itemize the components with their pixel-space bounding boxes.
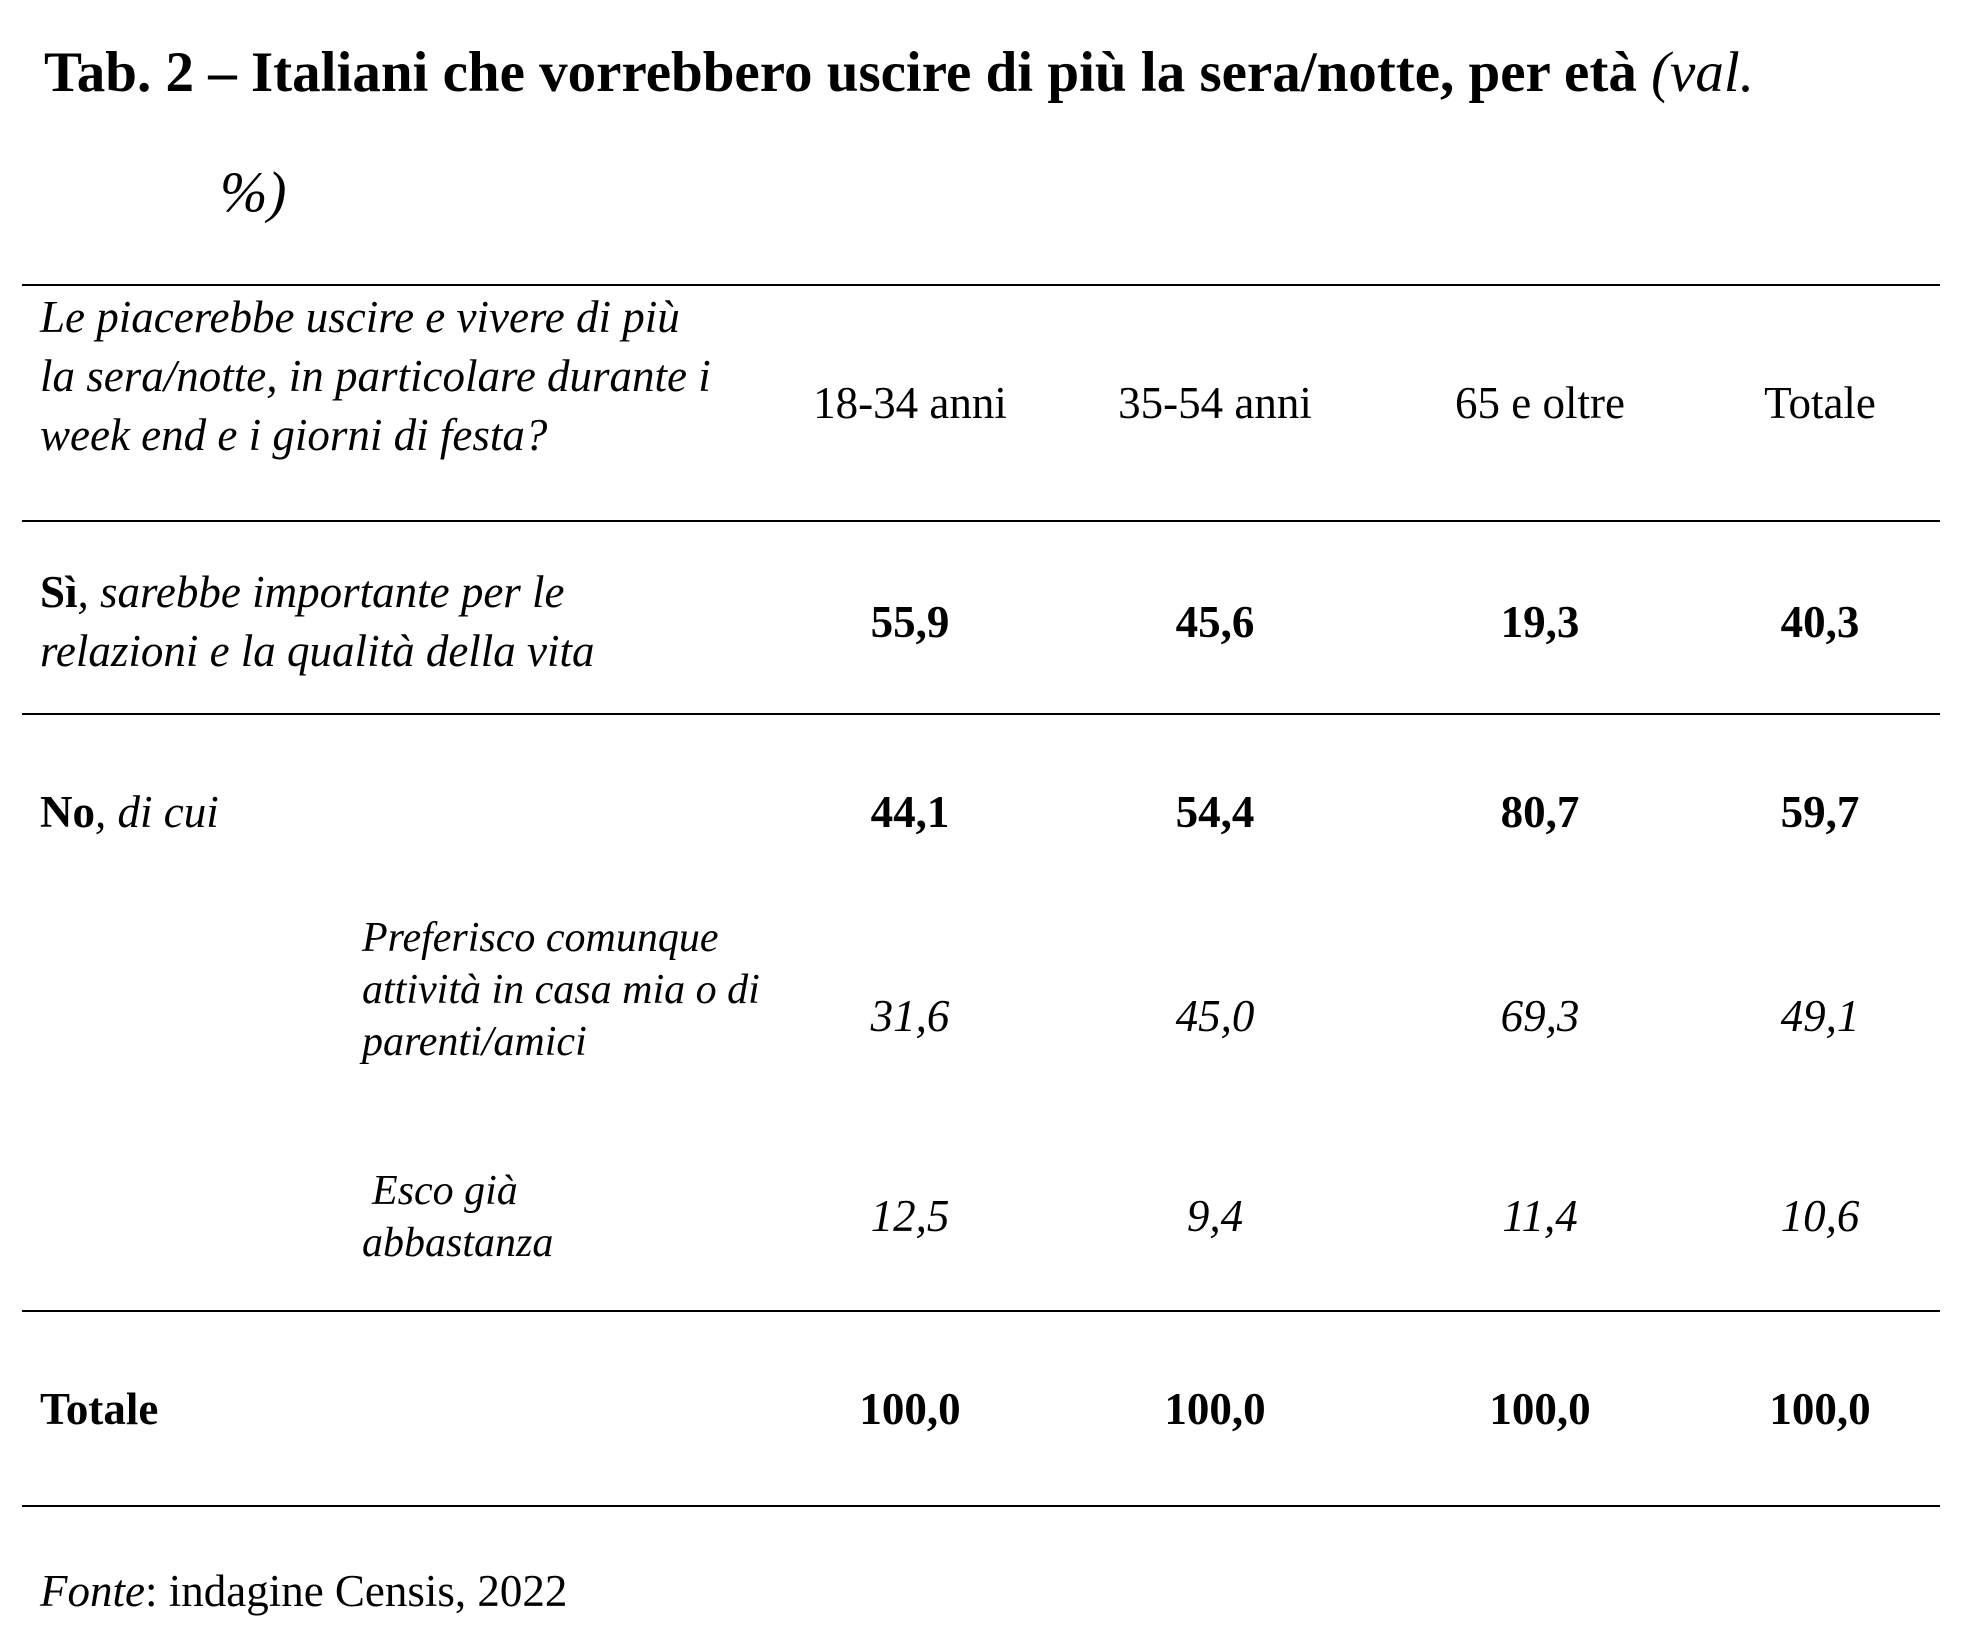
col-header-18-34: 18-34 anni	[813, 378, 1007, 428]
cell-esco-65-oltre: 11,4	[1502, 1191, 1578, 1241]
row-label-si-bold: Sì	[40, 567, 78, 617]
row-label-preferisco: Preferisco comunque attività in casa mia o di parenti/amici	[362, 915, 760, 1065]
rule-top	[22, 284, 1940, 286]
cell-preferisco-65-oltre: 69,3	[1500, 991, 1580, 1041]
source-text: : indagine Censis, 2022	[144, 1566, 568, 1616]
cell-no-18-34: 44,1	[870, 787, 950, 837]
cell-preferisco-35-54: 45,0	[1175, 991, 1255, 1041]
rule-bottom	[22, 1505, 1940, 1507]
source-note	[40, 1565, 567, 1617]
cell-si-65-oltre: 19,3	[1500, 597, 1580, 647]
cell-preferisco-18-34: 31,6	[870, 991, 950, 1041]
row-label-si-rest: , sarebbe importante per le relazioni e la qualità della vita	[40, 567, 595, 676]
row-label-no	[40, 783, 720, 842]
table-title	[44, 40, 1754, 105]
cell-totale-18-34: 100,0	[859, 1384, 961, 1434]
rule-before-totale	[22, 1310, 1940, 1312]
title-main: Tab. 2 – Italiani che vorrebbero uscire di più la sera/notte, per età	[44, 41, 1637, 104]
col-header-35-54: 35-54 anni	[1118, 378, 1312, 428]
row-label-no-bold: No	[40, 787, 95, 837]
cell-no-totale: 59,7	[1780, 787, 1860, 837]
cell-no-65-oltre: 80,7	[1500, 787, 1580, 837]
cell-esco-totale: 10,6	[1780, 1191, 1860, 1241]
cell-no-35-54: 54,4	[1175, 787, 1255, 837]
cell-preferisco-totale: 49,1	[1780, 991, 1860, 1041]
rule-after-si	[22, 713, 1940, 715]
question-header: Le piacerebbe uscire e vivere di più la sera/notte, in particolare durante i week end e i giorni di festa?	[40, 292, 711, 460]
cell-totale-totale: 100,0	[1769, 1384, 1871, 1434]
col-header-65-oltre: 65 e oltre	[1455, 378, 1625, 428]
row-label-esco: Esco già abbastanza	[362, 1168, 554, 1266]
source-label: Fonte	[40, 1566, 145, 1616]
cell-si-totale: 40,3	[1780, 597, 1860, 647]
title-unit: (val.	[1651, 41, 1754, 104]
cell-esco-35-54: 9,4	[1186, 1191, 1244, 1241]
title-unit-continuation: %)	[220, 161, 287, 224]
col-header-totale: Totale	[1764, 378, 1876, 428]
rule-header-bottom	[22, 520, 1940, 522]
cell-totale-65-oltre: 100,0	[1489, 1384, 1591, 1434]
cell-esco-18-34: 12,5	[870, 1191, 950, 1241]
row-label-no-rest: , di cui	[95, 787, 219, 837]
cell-si-35-54: 45,6	[1175, 597, 1255, 647]
row-label-totale: Totale	[40, 1384, 159, 1434]
row-label-si	[40, 563, 720, 681]
cell-totale-35-54: 100,0	[1164, 1384, 1266, 1434]
cell-si-18-34: 55,9	[870, 597, 950, 647]
